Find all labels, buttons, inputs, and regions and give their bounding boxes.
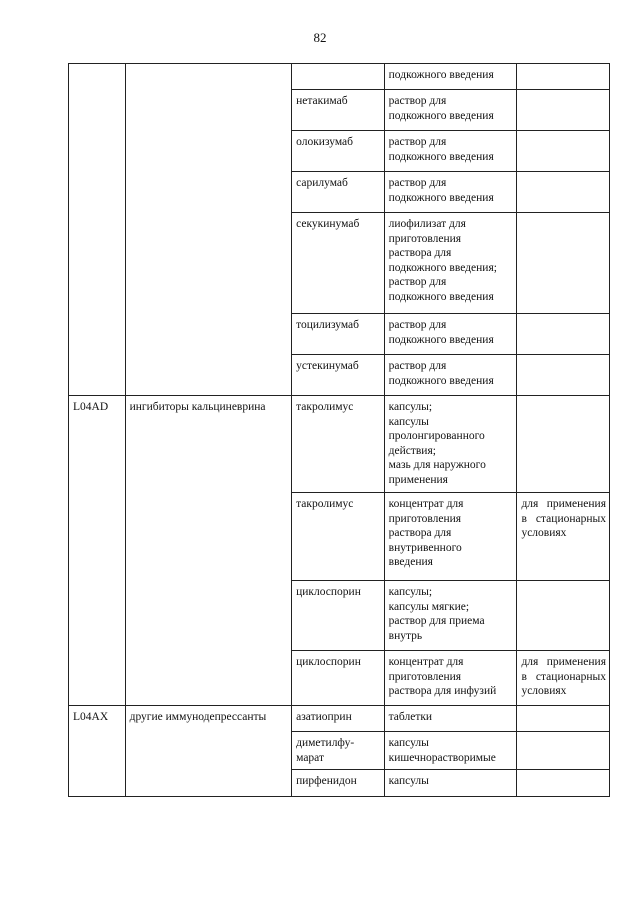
- dosage-form-cell: капсулы; капсулы мягкие; раствор для приема внутрь: [384, 581, 517, 651]
- inn-cell: пирфенидон: [292, 770, 385, 797]
- inn-cell: секукинумаб: [292, 213, 385, 314]
- atc-code-cell: L04AX: [69, 706, 126, 797]
- note-cell: для применения в стационарных условиях: [517, 493, 610, 581]
- note-cell: [517, 396, 610, 493]
- dosage-form-cell: капсулы; капсулы пролонгированного действия; мазь для наружного применения: [384, 396, 517, 493]
- dosage-form-cell: концентрат для приготовления раствора для инфузий: [384, 651, 517, 706]
- note-cell: [517, 64, 610, 90]
- drug-group-cell: другие иммунодепрессанты: [125, 706, 292, 797]
- dosage-form-cell: раствор для подкожного введения: [384, 355, 517, 396]
- dosage-form-cell: капсулы кишечнорастворимые: [384, 732, 517, 770]
- inn-cell: сарилумаб: [292, 172, 385, 213]
- drug-list-table: [68, 63, 610, 797]
- dosage-form-cell: капсулы: [384, 770, 517, 797]
- atc-code-cell: L04AD: [69, 396, 126, 706]
- table-row: [69, 396, 610, 493]
- dosage-form-cell: раствор для подкожного введения: [384, 172, 517, 213]
- note-cell: [517, 131, 610, 172]
- inn-cell: устекинумаб: [292, 355, 385, 396]
- note-cell: для применения в стационарных условиях: [517, 651, 610, 706]
- note-cell: [517, 770, 610, 797]
- page-number: 82: [313, 30, 327, 45]
- dosage-form-cell: раствор для подкожного введения: [384, 131, 517, 172]
- inn-cell: олокизумаб: [292, 131, 385, 172]
- note-cell: [517, 314, 610, 355]
- dosage-form-cell: раствор для подкожного введения: [384, 314, 517, 355]
- note-cell: [517, 90, 610, 131]
- inn-cell: нетакимаб: [292, 90, 385, 131]
- note-cell: [517, 732, 610, 770]
- dosage-form-cell: лиофилизат для приготовления раствора для подкожного введения; раствор для подкожного введения: [384, 213, 517, 314]
- note-cell: [517, 213, 610, 314]
- inn-cell: такролимус: [292, 396, 385, 493]
- dosage-form-cell: концентрат для приготовления раствора для внутривенного введения: [384, 493, 517, 581]
- note-cell: [517, 172, 610, 213]
- inn-cell: диметилфу- марат: [292, 732, 385, 770]
- inn-cell: такролимус: [292, 493, 385, 581]
- note-cell: [517, 355, 610, 396]
- dosage-form-cell: таблетки: [384, 706, 517, 732]
- inn-cell: циклоспорин: [292, 651, 385, 706]
- note-cell: [517, 581, 610, 651]
- atc-code-cell: [69, 64, 126, 396]
- drug-group-cell: [125, 64, 292, 396]
- inn-cell: циклоспорин: [292, 581, 385, 651]
- inn-cell: [292, 64, 385, 90]
- inn-cell: азатиоприн: [292, 706, 385, 732]
- note-cell: [517, 706, 610, 732]
- dosage-form-cell: подкожного введения: [384, 64, 517, 90]
- table-row: [69, 64, 610, 90]
- table-row: [69, 706, 610, 732]
- drug-group-cell: ингибиторы кальциневрина: [125, 396, 292, 706]
- inn-cell: тоцилизумаб: [292, 314, 385, 355]
- dosage-form-cell: раствор для подкожного введения: [384, 90, 517, 131]
